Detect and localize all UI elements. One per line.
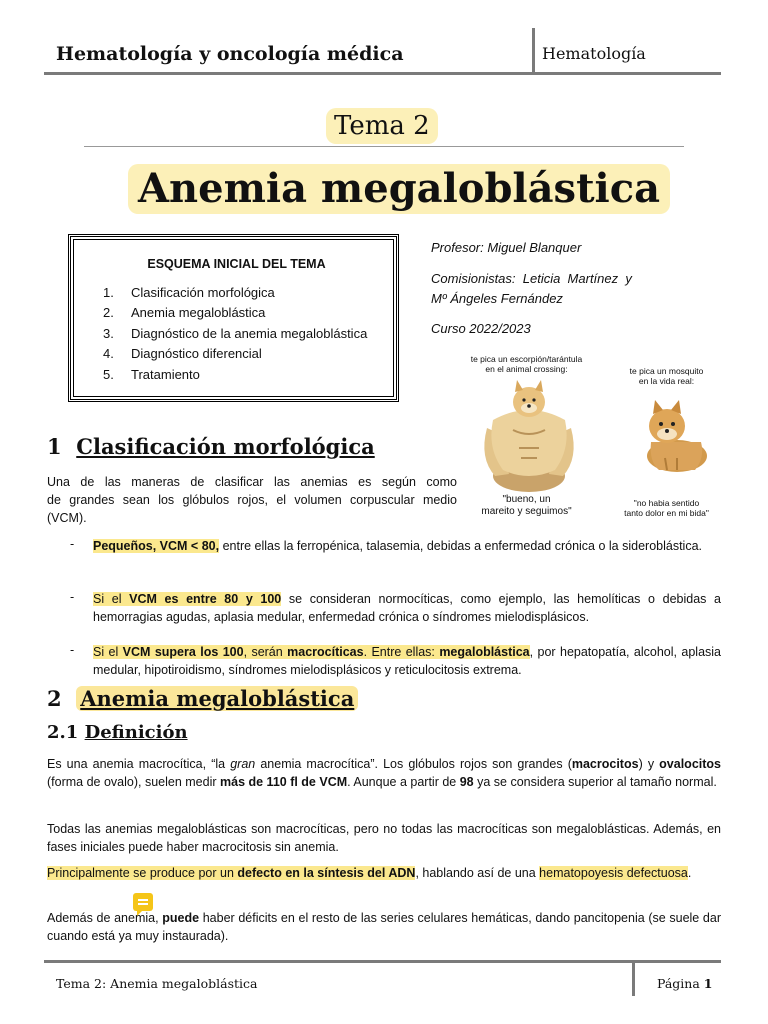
outline-item: 5. Tratamiento bbox=[103, 367, 200, 382]
intro-line-1: Una de las maneras de clasificar las anemias es según como bbox=[47, 475, 457, 489]
section-heading-2: 2 Anemia megaloblástica bbox=[47, 686, 358, 711]
subsection-heading: 2.1 Definición bbox=[47, 722, 188, 743]
topic-number: Tema 2 bbox=[326, 108, 438, 144]
outline-item: 2. Anemia megaloblástica bbox=[103, 305, 266, 320]
meme-caption-left-bottom: "bueno, un mareito y seguimos" bbox=[481, 494, 572, 517]
bullet-dash: - bbox=[70, 643, 75, 657]
course: Curso 2022/2023 bbox=[431, 321, 531, 336]
outline-heading: ESQUEMA INICIAL DEL TEMA bbox=[147, 257, 326, 271]
meme-caption-left-top: te pica un escorpión/tarántula en el animal crossing: bbox=[470, 354, 583, 374]
commissioners-line-2: Mº Ángeles Fernández bbox=[431, 291, 563, 306]
footer-rule bbox=[44, 960, 721, 963]
title-rule bbox=[84, 146, 684, 147]
outline-item: 4. Diagnóstico diferencial bbox=[103, 346, 262, 361]
deficit-paragraph: Además de anemia, puede haber déficits en el resto de las series celulares hemáticas, dando pancitopenia (se suele dar cuando está ya muy instaurada). bbox=[47, 911, 721, 943]
intro-line-3: (VCM). bbox=[47, 511, 87, 525]
buff-doge-icon bbox=[469, 378, 589, 496]
footer-page-number: Página 1 bbox=[657, 976, 713, 991]
page-title: Anemia megaloblástica bbox=[128, 164, 670, 214]
definition-paragraph: Es una anemia macrocítica, “la gran anemia macrocítica”. Los glóbulos rojos son grandes (macrocitos) y ovalocitos (forma de ovalo), suelen medir más de 110 fl de VCM. Aunque a partir de 98 ya se considera superior al tamaño normal. bbox=[47, 757, 721, 789]
bullet-dash: - bbox=[70, 590, 75, 604]
intro-line-2: de grandes sean los glóbulos rojos, el volumen corpuscular medio bbox=[47, 493, 457, 507]
section-heading-1: 1 Clasificación morfológica bbox=[47, 434, 375, 459]
bullet-dash: - bbox=[70, 537, 75, 551]
professor: Profesor: Miguel Blanquer bbox=[431, 240, 582, 255]
meme-caption-right-top: te pica un mosquito en la vida real: bbox=[629, 366, 704, 386]
header-title: Hematología y oncología médica bbox=[56, 43, 404, 65]
header-divider bbox=[532, 28, 535, 74]
header-rule bbox=[44, 72, 721, 75]
bullet-large-vcm: Si el VCM supera los 100, serán macrocíticas. Entre ellas: megaloblástica, por hepatopatía, alcohol, aplasia medular, hipotiroidismo, síndromes mielodisplásicos y reticulocitosis extrema. bbox=[93, 645, 722, 677]
topic-outline-box bbox=[68, 234, 399, 402]
macrocytic-paragraph: Todas las anemias megaloblásticas son macrocíticas, pero no todas las macrocíticas son megaloblásticas. Además, en fases iniciales puede haber macrocitosis sin anemia. bbox=[47, 822, 721, 854]
header-section: Hematología bbox=[542, 44, 646, 63]
footer-divider bbox=[632, 962, 635, 996]
cause-paragraph: Principalmente se produce por un defecto en la síntesis del ADN, hablando así de una hematopoyesis defectuosa. bbox=[47, 866, 692, 880]
meme-caption-right-bottom: "no habia sentido tanto dolor en mi bida" bbox=[624, 498, 709, 518]
sad-cheems-icon bbox=[637, 398, 713, 474]
outline-item: 1. Clasificación morfológica bbox=[103, 285, 275, 300]
bullet-small-vcm: Pequeños, VCM < 80, entre ellas la ferropénica, talasemia, debidas a enfermedad crónica o la sideroblástica. bbox=[93, 539, 703, 553]
footer-topic: Tema 2: Anemia megaloblástica bbox=[56, 976, 258, 991]
meme-image bbox=[459, 352, 724, 524]
commissioners-line-1: Comisionistas: Leticia Martínez y bbox=[431, 271, 632, 286]
bullet-normal-vcm: Si el VCM es entre 80 y 100 se consideran normocíticas, como ejemplo, las hemolíticas o debidas a hemorragias agudas, aplasia medular, enfermedad crónica o síndromes mielodisplásicos. bbox=[93, 592, 721, 624]
outline-item: 3. Diagnóstico de la anemia megaloblástica bbox=[103, 326, 368, 341]
